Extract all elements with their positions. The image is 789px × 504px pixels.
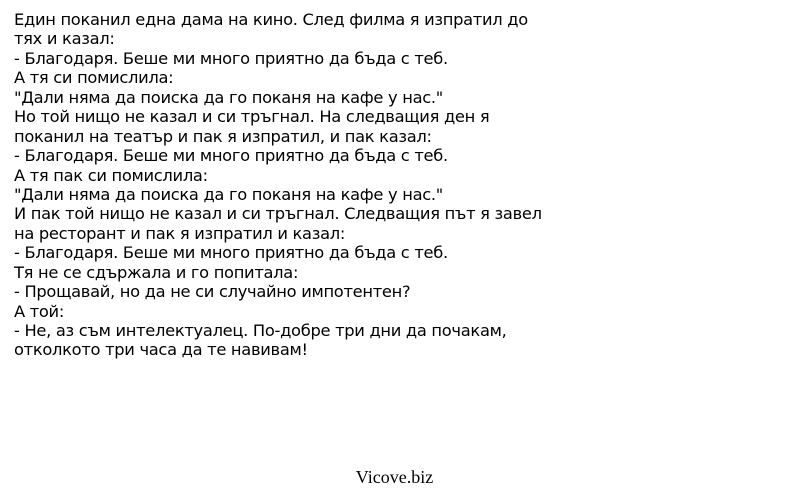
site-watermark: Vicove.biz (355, 467, 434, 487)
joke-text (14, 10, 774, 360)
joke-line: А тя си помислила: (14, 68, 174, 88)
joke-line: на ресторант и пак я изпратил и казал: (14, 223, 346, 243)
joke-line: отколкото три часа да те навивам! (14, 340, 308, 360)
joke-line: - Прощавай, но да не си случайно импотентен? (14, 282, 411, 302)
joke-line: - Благодаря. Беше ми много приятно да бъда с теб. (14, 48, 448, 68)
joke-line: "Дали няма да поиска да го поканя на кафе у нас." (14, 87, 443, 107)
joke-line: А тя пак си помислила: (14, 165, 208, 185)
joke-line: Един поканил една дама на кино. След филма я изпратил до (14, 10, 528, 29)
joke-line: поканил на театър и пак я изпратил, и пак казал: (14, 126, 432, 146)
joke-line: - Благодаря. Беше ми много приятно да бъда с теб. (14, 243, 448, 263)
joke-line: "Дали няма да поиска да го поканя на кафе у нас." (14, 184, 443, 204)
joke-line: - Благодаря. Беше ми много приятно да бъда с теб. (14, 146, 448, 166)
joke-line: А той: (14, 301, 65, 321)
joke-line: - Не, аз съм интелектуалец. По-добре три дни да почакам, (14, 321, 507, 340)
joke-line: Но той нищо не казал и си тръгнал. На следващия ден я (14, 107, 490, 127)
joke-line: тях и казал: (14, 29, 115, 49)
joke-line: Тя не се сдържала и го попитала: (14, 262, 299, 282)
joke-line: И пак той нищо не казал и си тръгнал. Следващия път я завел (14, 204, 542, 224)
